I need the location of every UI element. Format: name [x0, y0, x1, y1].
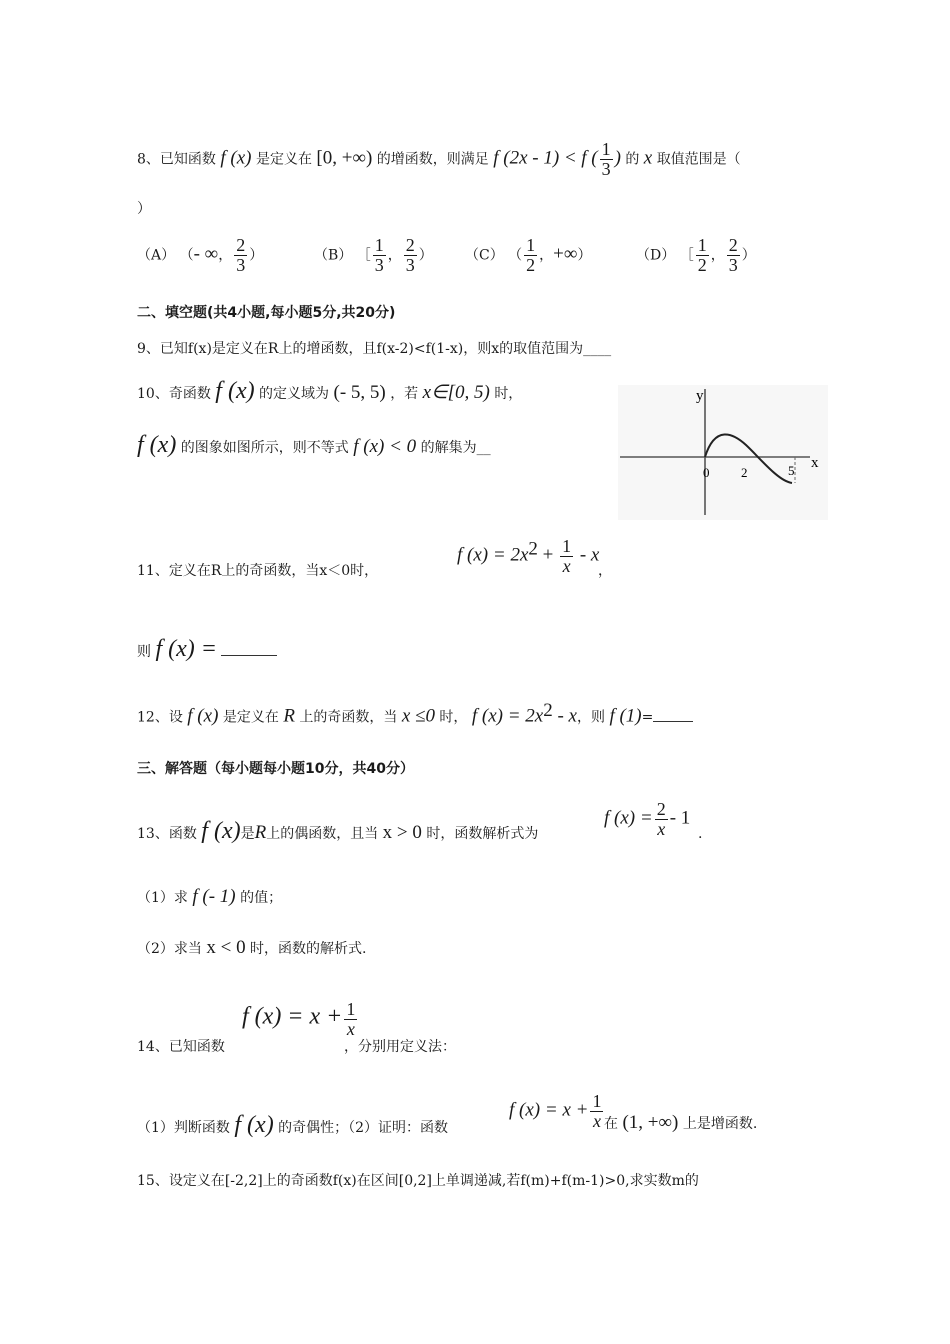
- q12-line: 12、设 f (x) 是定义在 R 上的奇函数，当 x ≤0 时， f $(x) = 2x^2 - x$，则 f (1)=: [137, 700, 693, 728]
- q8-prefix: 8、已知函数: [137, 151, 216, 168]
- q13-part2: （2）求当 x < 0 时，函数的解析式.: [137, 937, 367, 958]
- q8-t4: 取值范围是（: [656, 151, 741, 168]
- tick-0: 0: [703, 465, 710, 480]
- q10-fx: f (x): [215, 378, 255, 404]
- q10-ineq: f (x) < 0: [353, 436, 417, 457]
- q14-part2-formula: f (x) = x + $\frac{1}{x}$: [509, 1091, 602, 1131]
- q14-formula: f (x) = x + $\frac{1}{x}$: [242, 999, 356, 1039]
- q13-dot: .: [698, 826, 703, 842]
- q10-domain: (- 5, 5): [333, 382, 386, 403]
- q8-option-d: （D） ［ $\frac{1}{2}$ ， $\frac{2}{3}$ ）: [636, 235, 756, 275]
- q11-formula: f $(x) = 2x^2$ + $\frac{1}{x}$ - x: [457, 536, 600, 576]
- q8-f-third-close: ): [614, 147, 621, 169]
- tick-2: 2: [741, 465, 748, 480]
- q13-part1: （1）求 f (- 1) 的值；: [137, 886, 283, 907]
- y-label: y: [696, 388, 704, 404]
- q13-formula: f (x) = $\frac{2}{x}$ - 1: [604, 799, 691, 839]
- q8-f2x1: f (2x - 1) <: [493, 147, 577, 169]
- q14-tail: ，分别用定义法：: [344, 1039, 456, 1055]
- q8-domain: [0, +∞): [316, 147, 373, 169]
- q8-t3: 的: [625, 151, 640, 168]
- q8-option-b: （B） ［ $\frac{1}{3}$ ， $\frac{2}{3}$ ）: [314, 235, 433, 275]
- q11-answer-blank[interactable]: [221, 655, 277, 656]
- q8-close: ）: [137, 201, 151, 217]
- q8-t1: 是定义在: [255, 151, 312, 168]
- q14-line: 14、已知函数: [137, 1039, 225, 1055]
- q8-x: x: [643, 147, 653, 169]
- q14-part2-tail: 在 (1, +∞) 上是增函数.: [604, 1112, 758, 1133]
- q8-option-a: （A） （- ∞， $\frac{2}{3}$ ）: [137, 235, 264, 275]
- tick-5: 5: [788, 463, 795, 478]
- q10-fx-2: f (x): [137, 432, 177, 458]
- q15-line: 15、设定义在[-2,2]上的奇函数f(x)在区间[0,2]上单调递减,若f(m)+f(m-1)>0,求实数m的: [137, 1173, 699, 1189]
- q8-line: [137, 140, 741, 179]
- section-3-heading: 三、解答题（每小题每小题10分，共40分）: [137, 761, 414, 777]
- graph-background: [618, 385, 828, 520]
- q9-line: 9、已知f(x)是定义在R上的增函数，且f(x-2)<f(1-x)，则x的取值范围为____: [137, 341, 612, 357]
- q13-line: 13、函数 f (x)是R上的偶函数，且当 x > 0 时，函数解析式为: [137, 818, 539, 844]
- q11-line: 11、定义在R上的奇函数，当x＜0时，: [137, 563, 379, 579]
- q8-one-third: $\frac{1}{3}$: [601, 139, 611, 179]
- q11-then: 则 f (x) =: [137, 636, 277, 663]
- q14-part-line: （1）判断函数 f (x) 的奇偶性；（2）证明：函数: [137, 1112, 449, 1138]
- q8-f-third: f (: [581, 147, 598, 169]
- q10-cond: x∈[0, 5): [422, 382, 490, 403]
- q10-line1: 10、奇函数 f (x) 的定义域为 (- 5, 5) ，若 x∈[0, 5) 时，: [137, 378, 523, 404]
- section-2-heading: 二、填空题(共4小题,每小题5分,共20分): [137, 305, 396, 321]
- q8-t2: 的增函数，则满足: [376, 151, 489, 168]
- q12-answer-blank[interactable]: [653, 721, 693, 722]
- q10-line2: f (x) 的图象如图所示，则不等式 f (x) < 0 的解集为__: [137, 432, 491, 458]
- q10-graph: [618, 385, 828, 520]
- q11-comma: ，: [598, 563, 612, 579]
- x-label: x: [811, 455, 819, 471]
- q8-fx: f (x): [220, 147, 252, 169]
- q8-option-c: （C） （ $\frac{1}{2}$ ，+∞）: [465, 235, 592, 275]
